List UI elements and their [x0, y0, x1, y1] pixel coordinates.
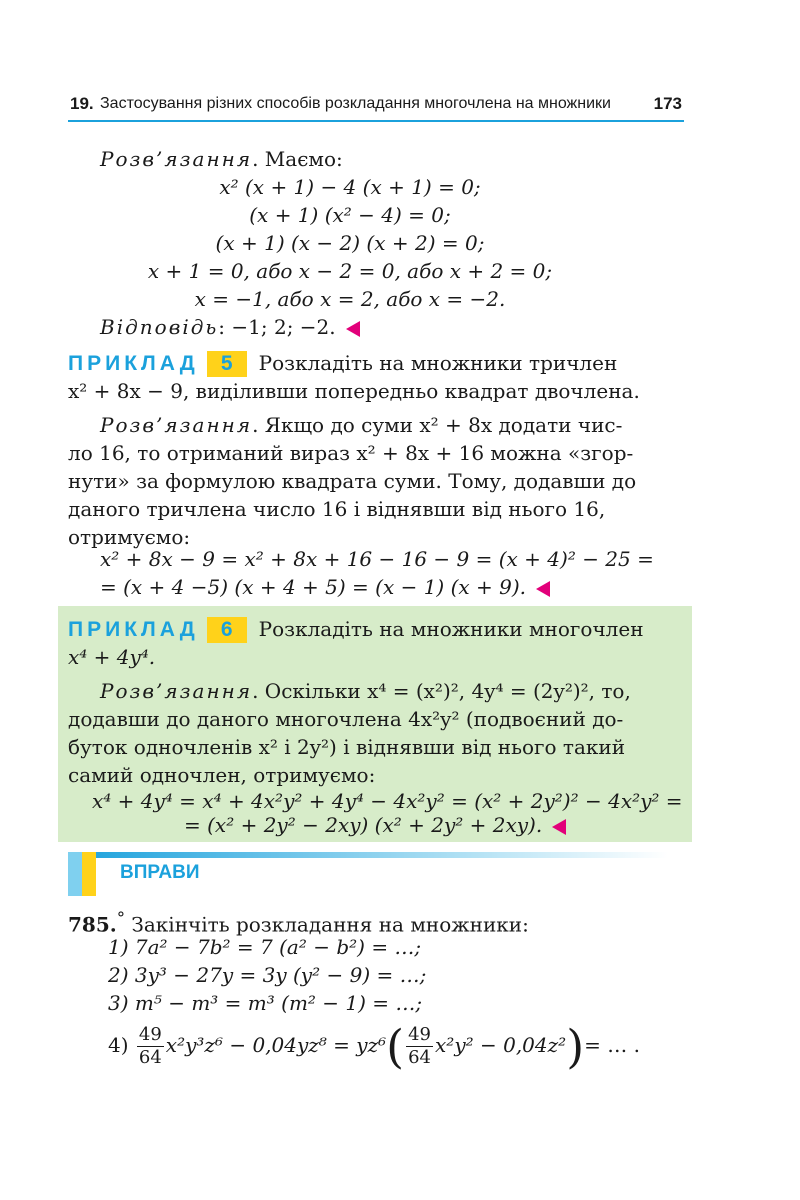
end-marker-icon: [536, 581, 550, 597]
formula-text: = (x + 4 −5) (x + 4 + 5) = (x − 1) (x + 9).: [100, 575, 527, 599]
example-6-formula-1: x⁴ + 4y⁴ = x⁴ + 4x²y² + 4y⁴ − 4x²y² = (x² + 2y²)² − 4x²y² =: [92, 789, 683, 813]
example-label: ПРИКЛАД: [68, 618, 199, 641]
example-5-heading: [68, 350, 617, 377]
item-prefix: 4): [108, 1033, 129, 1057]
equation-line-4: x + 1 = 0, або x − 2 = 0, або x + 2 = 0;: [147, 259, 553, 283]
page-number: 173: [653, 94, 682, 113]
right-paren: ): [566, 1019, 585, 1074]
solution-intro-text: . Маємо:: [252, 147, 343, 171]
item-4-part-2: x²y² − 0,04z²: [435, 1033, 567, 1057]
example-5-solution-line-3: нути» за формулою квадрата суми. Тому, додавши до: [68, 469, 637, 493]
solution-text: . Якщо до суми x² + 8x додати чис-: [252, 413, 623, 437]
section-title: Застосування різних способів розкладання многочлена на множники: [100, 95, 611, 112]
header-tab-yellow: [82, 852, 96, 896]
example-number: 6: [207, 617, 247, 643]
solution-label: Розв’язання: [100, 147, 253, 171]
equation-line-2: (x + 1) (x² − 4) = 0;: [249, 203, 451, 227]
exercise-degree: °: [116, 909, 126, 928]
end-marker-icon: [346, 321, 360, 337]
solution-text: . Оскільки x⁴ = (x²)², 4y⁴ = (2y²)², то,: [252, 679, 631, 703]
fraction-numerator: 49: [138, 1024, 162, 1045]
example-6-formula-2: [184, 812, 566, 838]
example-5-solution-line-1: [100, 412, 622, 438]
solution-label: Розв’язання: [100, 413, 253, 437]
example-label: ПРИКЛАД: [68, 352, 199, 375]
left-paren: (: [386, 1019, 405, 1074]
example-number: 5: [207, 351, 247, 377]
page-header: [68, 92, 684, 122]
exercise-task: Закінчіть розкладання на множники:: [131, 912, 529, 937]
example-6-solution-line-1: [100, 678, 631, 704]
example-6-solution-line-4: самий одночлен, отримуємо:: [68, 763, 376, 787]
exercises-header: [68, 852, 668, 896]
item-4-part-1: x²y³z⁶ − 0,04yz⁸ = yz⁶: [165, 1033, 387, 1057]
exercise-number: 785.: [68, 912, 117, 937]
header-tab-blue: [68, 852, 82, 896]
exercise-item-3: 3) m⁵ − m³ = m³ (m² − 1) = …;: [108, 991, 423, 1015]
answer-value: : −1; 2; −2.: [218, 315, 336, 339]
exercise-item-4: [108, 1019, 640, 1074]
example-6-heading: [68, 616, 644, 643]
end-marker-icon: [552, 819, 566, 835]
header-stripe: [68, 852, 668, 858]
item-4-suffix: = … .: [584, 1033, 640, 1057]
example-5-formula-1: x² + 8x − 9 = x² + 8x + 16 − 16 − 9 = (x + 4)² − 25 =: [100, 547, 654, 571]
example-6-task-line-2: x⁴ + 4y⁴.: [68, 645, 156, 669]
example-5-solution-line-4: даного тричлена число 16 і віднявши від нього 16,: [68, 497, 606, 521]
equation-line-1: x² (x + 1) − 4 (x + 1) = 0;: [219, 175, 481, 199]
fraction-49-64: [137, 1024, 164, 1069]
example-5-formula-2: [100, 574, 550, 600]
exercise-item-1: 1) 7a² − 7b² = 7 (a² − b²) = …;: [108, 935, 422, 959]
example-6-solution-line-3: буток одночленів x² і 2y²) і віднявши від нього такий: [68, 735, 626, 759]
equation-line-3: (x + 1) (x − 2) (x + 2) = 0;: [215, 231, 485, 255]
section-number: 19.: [70, 94, 94, 113]
fraction-numerator: 49: [408, 1024, 432, 1045]
equation-line-5: x = −1, або x = 2, або x = −2.: [194, 287, 506, 311]
example-5-solution-line-5: отримуємо:: [68, 525, 191, 549]
fraction-denominator: 64: [408, 1047, 432, 1068]
example-6-solution-line-2: додавши до даного многочлена 4x²y² (подвоєний до-: [68, 707, 624, 731]
example-5-task-line-2: x² + 8x − 9, виділивши попередньо квадрат двочлена.: [68, 379, 640, 403]
example-5-solution-line-2: ло 16, то отриманий вираз x² + 8x + 16 можна «згор-: [68, 441, 634, 465]
exercises-title: ВПРАВИ: [120, 862, 200, 883]
fraction-49-64-inner: [406, 1024, 433, 1069]
solution-label: Розв’язання: [100, 679, 253, 703]
fraction-denominator: 64: [138, 1047, 162, 1068]
formula-text: = (x² + 2y² − 2xy) (x² + 2y² + 2xy).: [184, 813, 543, 837]
exercise-785: [68, 906, 529, 938]
example-6-task: Розкладіть на множники многочлен: [258, 617, 644, 641]
answer-label: Відповідь: [100, 315, 219, 339]
example-5-task: Розкладіть на множники тричлен: [258, 351, 618, 375]
answer-line: [100, 314, 360, 340]
exercise-item-2: 2) 3y³ − 27y = 3y (y² − 9) = …;: [108, 963, 427, 987]
solution-intro: [100, 146, 343, 172]
